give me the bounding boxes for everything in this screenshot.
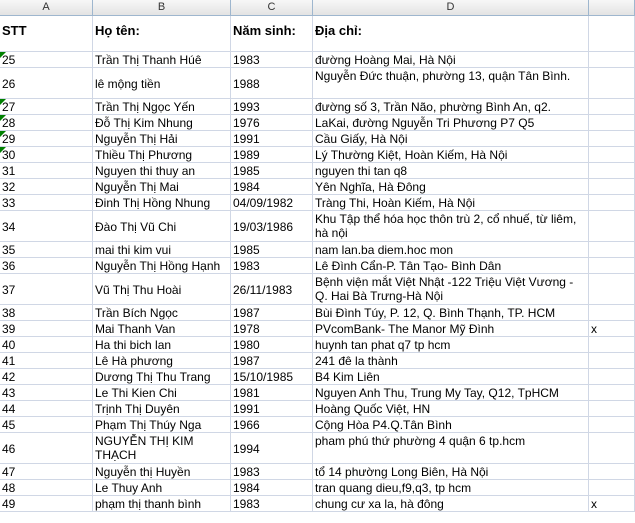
stt-cell[interactable]: 33 — [0, 195, 93, 211]
table-row — [0, 115, 635, 131]
address-cell[interactable]: PVcomBank- The Manor Mỹ Đình — [313, 321, 589, 337]
table-row — [0, 305, 635, 321]
stt-cell[interactable]: 47 — [0, 464, 93, 480]
table-row — [0, 242, 635, 258]
year-cell[interactable]: 1988 — [231, 68, 313, 99]
extra-cell[interactable] — [589, 52, 635, 68]
column-header-d[interactable]: D — [313, 0, 589, 16]
stt-cell[interactable]: 27 — [0, 99, 93, 115]
stt-cell[interactable]: 30 — [0, 147, 93, 163]
address-cell[interactable]: Cộng Hòa P4.Q.Tân Bình — [313, 417, 589, 433]
name-cell[interactable]: Le Thuy Anh — [93, 480, 231, 496]
extra-cell[interactable] — [589, 353, 635, 369]
year-cell[interactable]: 1983 — [231, 52, 313, 68]
name-cell[interactable]: Phạm Thị Thúy Nga — [93, 417, 231, 433]
extra-cell[interactable] — [589, 274, 635, 305]
stt-cell[interactable]: 43 — [0, 385, 93, 401]
stt-cell[interactable]: 26 — [0, 68, 93, 99]
header-name-cell[interactable]: Họ tên: — [93, 16, 231, 52]
table-row — [0, 385, 635, 401]
name-cell[interactable]: mai thi kim vui — [93, 242, 231, 258]
stt-cell[interactable]: 25 — [0, 52, 93, 68]
table-row — [0, 211, 635, 242]
table-row — [0, 195, 635, 211]
table-row — [0, 321, 635, 337]
table-row — [0, 353, 635, 369]
address-cell[interactable]: chung cư xa la, hà đông — [313, 496, 589, 512]
year-cell[interactable]: 1983 — [231, 258, 313, 274]
name-cell[interactable]: Lê Hà phương — [93, 353, 231, 369]
year-cell[interactable]: 1981 — [231, 385, 313, 401]
stt-cell[interactable]: 49 — [0, 496, 93, 512]
header-stt-cell[interactable]: STT — [0, 16, 93, 52]
extra-cell[interactable] — [589, 195, 635, 211]
table-row — [0, 433, 635, 464]
address-cell[interactable]: Hoàng Quốc Việt, HN — [313, 401, 589, 417]
extra-cell[interactable] — [589, 163, 635, 179]
name-cell[interactable]: Mai Thanh Van — [93, 321, 231, 337]
year-cell[interactable]: 1983 — [231, 496, 313, 512]
extra-cell[interactable] — [589, 369, 635, 385]
year-cell[interactable]: 1985 — [231, 163, 313, 179]
extra-cell[interactable] — [589, 401, 635, 417]
name-cell[interactable]: Dương Thị Thu Trang — [93, 369, 231, 385]
year-cell[interactable]: 26/11/1983 — [231, 274, 313, 305]
year-cell[interactable]: 1980 — [231, 337, 313, 353]
stt-cell[interactable]: 29 — [0, 131, 93, 147]
address-cell[interactable]: Nguyen Anh Thu, Trung My Tay, Q12, TpHCM — [313, 385, 589, 401]
column-header-b[interactable]: B — [93, 0, 231, 16]
name-cell[interactable]: Trần Thị Ngọc Yến — [93, 99, 231, 115]
error-indicator-icon — [0, 147, 6, 153]
table-row — [0, 147, 635, 163]
stt-cell[interactable]: 34 — [0, 211, 93, 242]
extra-cell[interactable] — [589, 147, 635, 163]
name-cell[interactable]: lê mộng tiền — [93, 68, 231, 99]
name-cell[interactable]: Nguyễn Thị Mai — [93, 179, 231, 195]
stt-cell[interactable]: 45 — [0, 417, 93, 433]
extra-cell[interactable] — [589, 115, 635, 131]
year-cell[interactable]: 1987 — [231, 353, 313, 369]
extra-cell[interactable] — [589, 131, 635, 147]
name-cell[interactable]: NGUYỄN THỊ KIM THẠCH — [93, 433, 231, 464]
address-cell[interactable]: Bùi Đình Túy, P. 12, Q. Bình Thạnh, TP. HCM — [313, 305, 589, 321]
address-cell[interactable]: Lê Đình Cẩn-P. Tân Tạo- Bình Dân — [313, 258, 589, 274]
table-row — [0, 337, 635, 353]
stt-cell[interactable]: 28 — [0, 115, 93, 131]
table-row — [0, 52, 635, 68]
name-cell[interactable]: Trần Thị Thanh Húê — [93, 52, 231, 68]
stt-cell[interactable]: 31 — [0, 163, 93, 179]
address-cell[interactable]: Nguyễn Đức thuận, phường 13, quận Tân Bình. — [313, 68, 589, 99]
address-cell[interactable]: Yên Nghĩa, Hà Đông — [313, 179, 589, 195]
table-row — [0, 131, 635, 147]
table-row — [0, 417, 635, 433]
year-cell[interactable]: 1978 — [231, 321, 313, 337]
year-cell[interactable]: 19/03/1986 — [231, 211, 313, 242]
name-cell[interactable]: Đinh Thị Hồng Nhung — [93, 195, 231, 211]
header-extra-cell[interactable] — [589, 16, 635, 52]
stt-cell[interactable]: 46 — [0, 433, 93, 464]
year-cell[interactable]: 1985 — [231, 242, 313, 258]
error-indicator-icon — [0, 99, 6, 105]
table-row — [0, 68, 635, 99]
extra-cell[interactable]: x — [589, 321, 635, 337]
extra-cell[interactable] — [589, 385, 635, 401]
name-cell[interactable]: Đỗ Thị Kim Nhung — [93, 115, 231, 131]
year-cell[interactable]: 1966 — [231, 417, 313, 433]
extra-cell[interactable] — [589, 211, 635, 242]
name-cell[interactable]: Nguyễn Thị Hồng Hạnh — [93, 258, 231, 274]
address-cell[interactable]: Cầu Giấy, Hà Nội — [313, 131, 589, 147]
stt-cell[interactable]: 32 — [0, 179, 93, 195]
table-row — [0, 401, 635, 417]
extra-cell[interactable] — [589, 417, 635, 433]
header-row — [0, 16, 635, 52]
table-row — [0, 464, 635, 480]
address-cell[interactable]: đường Hoàng Mai, Hà Nội — [313, 52, 589, 68]
extra-cell[interactable] — [589, 179, 635, 195]
name-cell[interactable]: Nguyễn thị Huyền — [93, 464, 231, 480]
address-cell[interactable]: Khu Tập thể hóa học thôn trù 2, cổ nhuế, từ liêm, hà nội — [313, 211, 589, 242]
address-cell[interactable]: B4 Kim Liên — [313, 369, 589, 385]
name-cell[interactable]: Đào Thị Vũ Chi — [93, 211, 231, 242]
address-cell[interactable]: 241 đê la thành — [313, 353, 589, 369]
column-header-e[interactable] — [589, 0, 635, 16]
address-cell[interactable]: tran quang dieu,f9,q3, tp hcm — [313, 480, 589, 496]
address-cell[interactable]: Lý Thường Kiệt, Hoàn Kiếm, Hà Nội — [313, 147, 589, 163]
error-indicator-icon — [0, 115, 6, 121]
name-cell[interactable]: Le Thi Kien Chi — [93, 385, 231, 401]
address-cell[interactable]: nguyen thi tan q8 — [313, 163, 589, 179]
column-header-a[interactable]: A — [0, 0, 93, 16]
address-cell[interactable]: tổ 14 phường Long Biên, Hà Nội — [313, 464, 589, 480]
address-cell[interactable]: pham phú thứ phường 4 quận 6 tp.hcm — [313, 433, 589, 464]
extra-cell[interactable] — [589, 242, 635, 258]
table-row — [0, 480, 635, 496]
table-row — [0, 369, 635, 385]
stt-cell[interactable]: 36 — [0, 258, 93, 274]
stt-cell[interactable]: 48 — [0, 480, 93, 496]
table-row — [0, 163, 635, 179]
name-cell[interactable]: Trần Bích Ngọc — [93, 305, 231, 321]
name-cell[interactable]: Nguyen thi thuy an — [93, 163, 231, 179]
address-cell[interactable]: huynh tan phat q7 tp hcm — [313, 337, 589, 353]
name-cell[interactable]: phạm thị thanh bình — [93, 496, 231, 512]
year-cell[interactable]: 1993 — [231, 99, 313, 115]
header-address-cell[interactable]: Địa chỉ: — [313, 16, 589, 52]
extra-cell[interactable] — [589, 433, 635, 464]
name-cell[interactable]: Ha thi bich lan — [93, 337, 231, 353]
extra-cell[interactable]: x — [589, 496, 635, 512]
header-year-cell[interactable]: Năm sinh: — [231, 16, 313, 52]
stt-cell[interactable]: 38 — [0, 305, 93, 321]
error-indicator-icon — [0, 52, 6, 58]
stt-cell[interactable]: 39 — [0, 321, 93, 337]
stt-cell[interactable]: 41 — [0, 353, 93, 369]
extra-cell[interactable] — [589, 305, 635, 321]
address-cell[interactable]: đường số 3, Trần Não, phường Bình An, q2. — [313, 99, 589, 115]
extra-cell[interactable] — [589, 337, 635, 353]
stt-cell[interactable]: 42 — [0, 369, 93, 385]
address-cell[interactable]: LaKai, đường Nguyễn Tri Phương P7 Q5 — [313, 115, 589, 131]
name-cell[interactable]: Trịnh Thị Duyên — [93, 401, 231, 417]
year-cell[interactable]: 1984 — [231, 480, 313, 496]
address-cell[interactable]: nam lan.ba diem.hoc mon — [313, 242, 589, 258]
year-cell[interactable]: 1989 — [231, 147, 313, 163]
stt-cell[interactable]: 44 — [0, 401, 93, 417]
table-row — [0, 99, 635, 115]
column-header-c[interactable]: C — [231, 0, 313, 16]
extra-cell[interactable] — [589, 258, 635, 274]
table-row — [0, 258, 635, 274]
stt-cell[interactable]: 40 — [0, 337, 93, 353]
name-cell[interactable]: Thiều Thị Phương — [93, 147, 231, 163]
name-cell[interactable]: Nguyễn Thị Hải — [93, 131, 231, 147]
year-cell[interactable]: 1987 — [231, 305, 313, 321]
year-cell[interactable]: 1991 — [231, 131, 313, 147]
table-row — [0, 179, 635, 195]
extra-cell[interactable] — [589, 68, 635, 99]
year-cell[interactable]: 1984 — [231, 179, 313, 195]
error-indicator-icon — [0, 131, 6, 137]
stt-cell[interactable]: 35 — [0, 242, 93, 258]
year-cell[interactable]: 1976 — [231, 115, 313, 131]
table-row — [0, 496, 635, 512]
address-cell[interactable]: Bệnh viện mắt Việt Nhật -122 Triệu Việt Vương - Q. Hai Bà Trưng-Hà Nội — [313, 274, 589, 305]
year-cell[interactable]: 1991 — [231, 401, 313, 417]
stt-cell[interactable]: 37 — [0, 274, 93, 305]
extra-cell[interactable] — [589, 464, 635, 480]
extra-cell[interactable] — [589, 99, 635, 115]
year-cell[interactable]: 15/10/1985 — [231, 369, 313, 385]
table-row — [0, 274, 635, 305]
year-cell[interactable]: 04/09/1982 — [231, 195, 313, 211]
year-cell[interactable]: 1983 — [231, 464, 313, 480]
year-cell[interactable]: 1994 — [231, 433, 313, 464]
address-cell[interactable]: Tràng Thi, Hoàn Kiếm, Hà Nội — [313, 195, 589, 211]
name-cell[interactable]: Vũ Thị Thu Hoài — [93, 274, 231, 305]
extra-cell[interactable] — [589, 480, 635, 496]
